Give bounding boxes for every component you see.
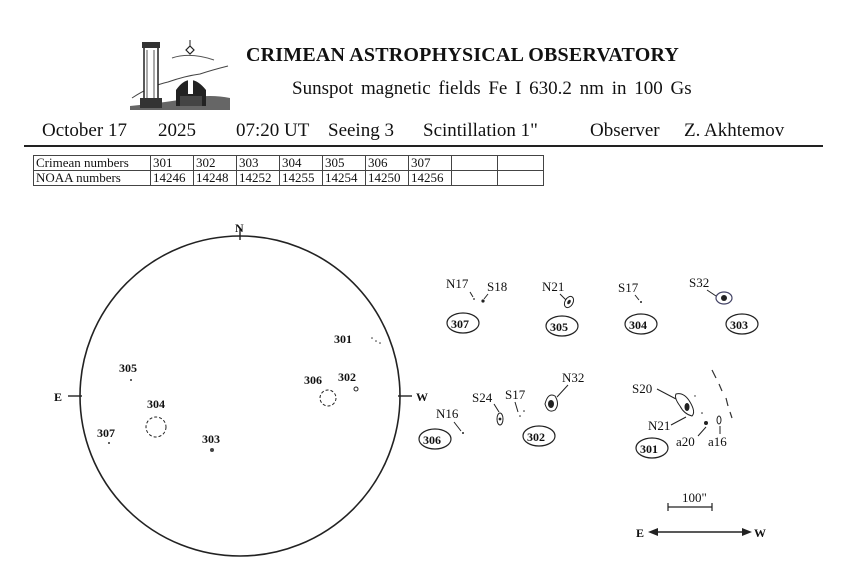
leader-line bbox=[707, 290, 716, 296]
table-row-label: Crimean numbers bbox=[34, 156, 151, 171]
direction-west-label: W bbox=[754, 526, 766, 540]
r306-lat: N16 bbox=[436, 406, 459, 421]
north-label: N bbox=[235, 221, 244, 235]
table-cell: 14254 bbox=[323, 171, 366, 186]
observer-label: Observer bbox=[590, 120, 660, 141]
leader-line bbox=[484, 294, 488, 299]
disk-spot-303 bbox=[210, 448, 214, 452]
table-cell: 14246 bbox=[151, 171, 194, 186]
leader-line bbox=[454, 422, 461, 431]
table-cell: 303 bbox=[237, 156, 280, 171]
east-label: E bbox=[54, 390, 63, 404]
arrow-right-icon bbox=[742, 528, 752, 536]
r307-spot bbox=[481, 299, 484, 302]
page-subtitle: Sunspot magnetic fields Fe I 630.2 nm in 100 Gs bbox=[292, 78, 692, 99]
r302-lat-b: S17 bbox=[505, 387, 526, 402]
table-cell: 301 bbox=[151, 156, 194, 171]
leader-line bbox=[560, 294, 566, 300]
table-cell: 14256 bbox=[409, 171, 452, 186]
r301-lat-c: a20 bbox=[676, 434, 695, 449]
r307-lat-a: N17 bbox=[446, 276, 469, 291]
table-cell: 302 bbox=[194, 156, 237, 171]
r301-id: 301 bbox=[640, 442, 658, 456]
scintillation-value: Scintillation 1" bbox=[423, 120, 538, 141]
disk-region-label-306: 306 bbox=[304, 373, 322, 387]
seeing-value: Seeing 3 bbox=[328, 120, 394, 141]
disk-spot-307 bbox=[108, 442, 110, 444]
table-cell: 14250 bbox=[366, 171, 409, 186]
r307-lat-b: S18 bbox=[487, 279, 508, 294]
table-cell: 307 bbox=[409, 156, 452, 171]
solar-disk bbox=[80, 236, 400, 556]
r306-spot bbox=[462, 432, 464, 434]
r304-id: 304 bbox=[629, 318, 647, 332]
r301-lat-d: a16 bbox=[708, 434, 727, 449]
r301-spot bbox=[676, 394, 694, 416]
r304-spot bbox=[640, 301, 642, 303]
direction-east-label: E bbox=[636, 526, 645, 540]
table-cell: 14255 bbox=[280, 171, 323, 186]
disk-region-label-303: 303 bbox=[202, 432, 220, 446]
r305-id: 305 bbox=[550, 320, 568, 334]
disk-region-label-305: 305 bbox=[119, 361, 137, 375]
r307-id: 307 bbox=[451, 317, 469, 331]
r307-spot bbox=[473, 298, 475, 300]
table-row-label: NOAA numbers bbox=[34, 171, 151, 186]
table-cell: 14248 bbox=[194, 171, 237, 186]
leader-line bbox=[698, 427, 706, 436]
r302-lat-a: S24 bbox=[472, 390, 493, 405]
r303-lat: S32 bbox=[689, 275, 710, 290]
leader-line bbox=[635, 295, 639, 300]
leader-line bbox=[470, 292, 473, 297]
disk-spot-301 bbox=[371, 337, 381, 344]
disk-spot-302 bbox=[354, 387, 358, 391]
leader-line bbox=[515, 402, 518, 412]
r301-dashed-line bbox=[712, 370, 732, 418]
r302-id: 302 bbox=[527, 430, 545, 444]
leader-line bbox=[494, 404, 499, 412]
disk-spot-305 bbox=[130, 379, 132, 381]
table-cell: 304 bbox=[280, 156, 323, 171]
west-label: W bbox=[416, 390, 428, 404]
leader-line bbox=[557, 385, 568, 397]
observation-time: 07:20 UT bbox=[236, 120, 310, 141]
observation-date: October 17 bbox=[42, 120, 127, 141]
table-cell: 305 bbox=[323, 156, 366, 171]
observation-year: 2025 bbox=[158, 120, 196, 141]
table-cell: 306 bbox=[366, 156, 409, 171]
r301-lat-b: N21 bbox=[648, 418, 671, 433]
r305-lat: N21 bbox=[542, 279, 565, 294]
r303-id: 303 bbox=[730, 318, 748, 332]
disk-region-label-304: 304 bbox=[147, 397, 165, 411]
r302-lat-c: N32 bbox=[562, 370, 585, 385]
observer-name: Z. Akhtemov bbox=[684, 120, 785, 141]
leader-line bbox=[657, 389, 676, 399]
leader-line bbox=[671, 417, 686, 425]
table-cell: 14252 bbox=[237, 171, 280, 186]
disk-spot-306 bbox=[320, 390, 336, 406]
r304-lat: S17 bbox=[618, 280, 639, 295]
disk-region-label-302: 302 bbox=[338, 370, 356, 384]
disk-region-label-301: 301 bbox=[334, 332, 352, 346]
disk-spot-304 bbox=[146, 417, 166, 437]
scale-label: 100" bbox=[682, 490, 707, 505]
r306-id: 306 bbox=[423, 433, 441, 447]
disk-region-label-307: 307 bbox=[97, 426, 115, 440]
arrow-left-icon bbox=[648, 528, 658, 536]
page-title: CRIMEAN ASTROPHYSICAL OBSERVATORY bbox=[246, 44, 680, 66]
r301-lat-a: S20 bbox=[632, 381, 653, 396]
